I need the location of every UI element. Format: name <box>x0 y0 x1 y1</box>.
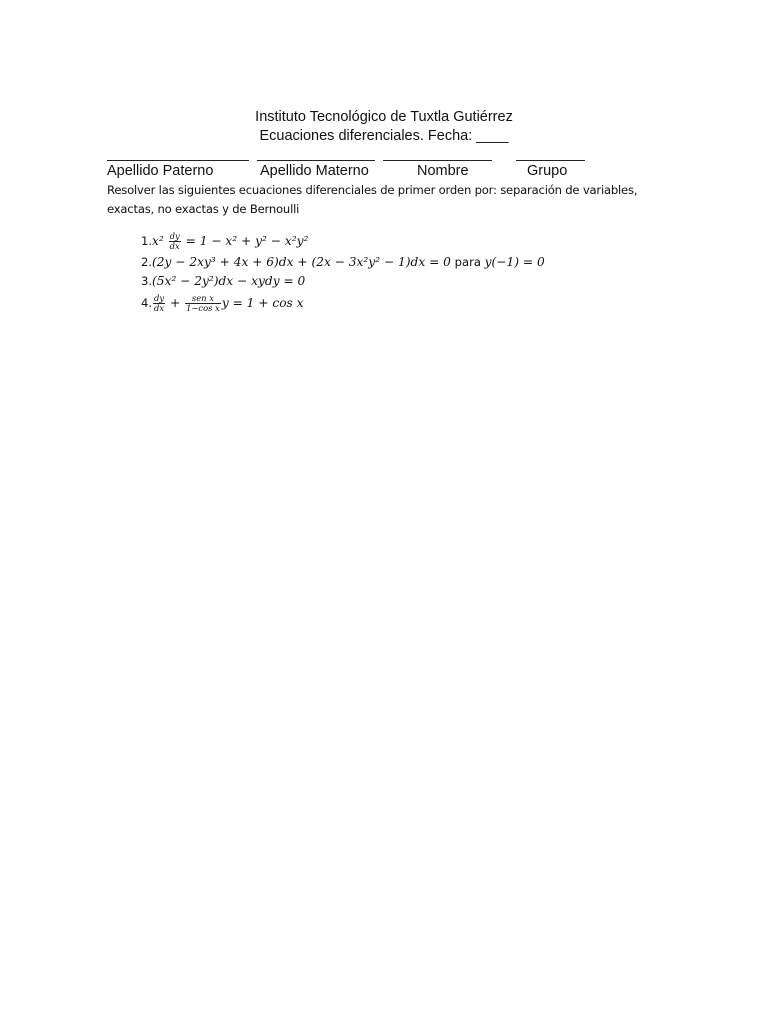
problem-2 <box>107 253 667 272</box>
eq-main: (2y − 2xy³ + 4x + 6)dx + (2x − 3x²y² − 1)dx = 0 <box>152 255 451 269</box>
label-apellido-paterno: Apellido Paterno <box>107 163 214 179</box>
label-grupo: Grupo <box>527 163 568 179</box>
label-nombre: Nombre <box>417 163 469 179</box>
problem-number: 1. <box>140 233 152 248</box>
blank-grupo <box>516 160 585 161</box>
blank-nombre <box>383 160 492 161</box>
label-apellido-materno: Apellido Materno <box>260 163 369 179</box>
coefficient-fraction <box>185 294 221 313</box>
problem-equation <box>152 294 304 313</box>
problem-4 <box>107 291 667 315</box>
problem-number: 3. <box>140 274 152 288</box>
problem-list <box>107 229 667 315</box>
blank-apellido-paterno <box>107 160 249 161</box>
problem-number: 2. <box>140 255 152 269</box>
problem-number: 4. <box>140 295 152 310</box>
frac-numerator: sen x <box>185 294 221 304</box>
eq-rest: y = 1 + cos x <box>221 295 304 310</box>
eq-plus: + <box>166 295 185 310</box>
problem-3 <box>107 272 667 291</box>
problem-equation: (5x² − 2y²)dx − xydy = 0 <box>152 274 306 288</box>
condition-word: para <box>450 255 485 269</box>
initial-condition: y(−1) = 0 <box>484 255 545 269</box>
frac-denominator: dx <box>154 302 165 313</box>
eq-rest: = 1 − x² + y² − x²y² <box>181 233 309 248</box>
problem-equation <box>152 232 308 251</box>
derivative-fraction <box>153 294 165 313</box>
blank-apellido-materno <box>257 160 375 161</box>
frac-numerator: dy <box>154 292 165 303</box>
institution-title: Instituto Tecnológico de Tuxtla Gutiérrez <box>255 109 513 125</box>
problem-1 <box>107 229 667 253</box>
frac-numerator: dy <box>169 230 180 241</box>
instructions-text: Resolver las siguientes ecuaciones diferenciales de primer orden por: separación de variables, exactas, no exactas y de Bernoulli <box>107 183 638 216</box>
frac-denominator: 1−cos x <box>186 302 220 313</box>
derivative-fraction <box>169 232 181 251</box>
frac-denominator: dx <box>169 240 180 251</box>
problem-equation <box>152 253 545 272</box>
eq-lead: x² <box>152 233 168 248</box>
course-date-line: Ecuaciones diferenciales. Fecha: ____ <box>259 128 509 144</box>
